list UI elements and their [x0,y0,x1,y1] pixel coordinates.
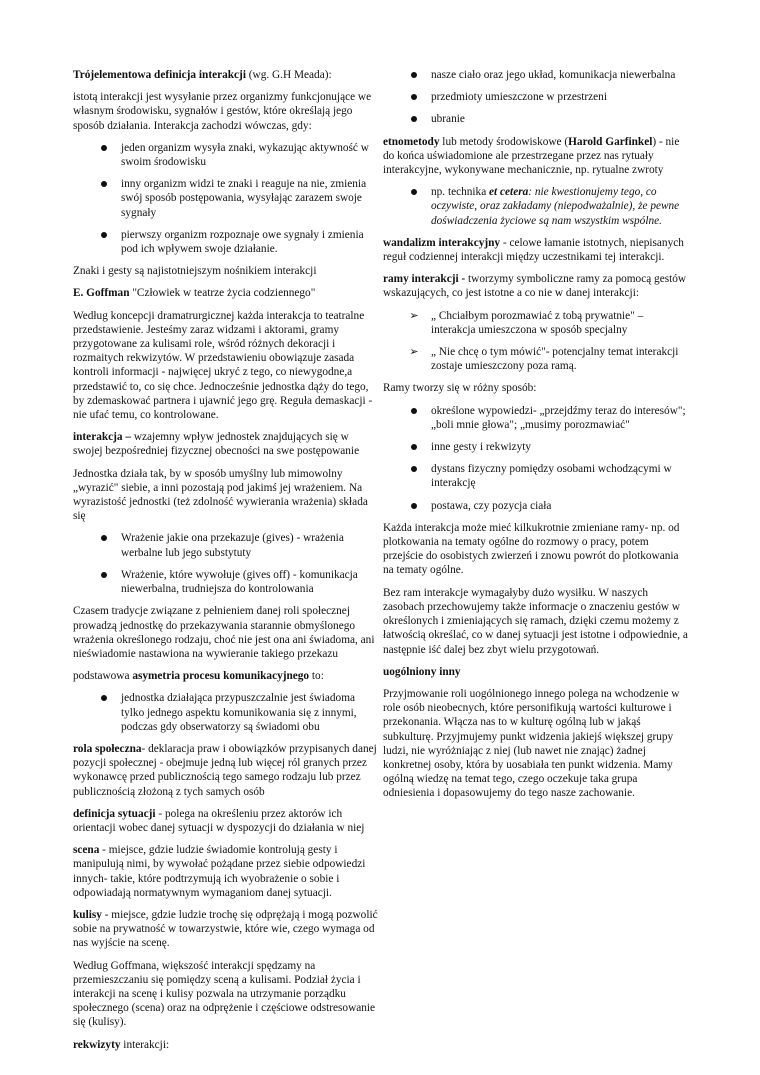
list-item-text: Wrażenie jakie ona przekazuje (gives) - wrażenia werbalne lub jego substytuty [121,532,344,559]
term: definicja sytuacji [73,807,156,820]
paragraph: Bez ram interakcje wymagałyby dużo wysiłku. W naszych zasobach przechowujemy także informacje o znaczeniu gestów w określonych i zmieniających się ramach, dzięki czemu możemy z łatwością określać, co w danej sytuacji jest istotne i odpowiednie, a następnie iść dalej bez zbyt wielu przygotowań. [383,586,688,656]
term: interakcja – [73,431,132,444]
bullet-list [383,68,688,127]
bullet-icon [407,90,421,104]
list-item-text: dystans fizyczny pomiędzy osobami wchodzącymi w interakcję [431,463,672,490]
list-item [383,499,688,513]
text: lub metody środowiskowe ( [439,135,569,148]
paragraph: Jednostka działa tak, by w sposób umyślny lub mimowolny „wyrazić" siebie, a inni pozostają pod jakimś jej wrażeniem. Na wyrazistość jednostki (też zdolność wywierania wrażenia) składa się [73,467,368,523]
definition-text: - miejsce, gdzie ludzie świadomie kontrolują gesty i manipulują nimi, by wywołać pożądane przez siebie odpowiedzi innych- takie, które podtrzymują ich wyobrażenie o sobie i odpowiadają normatywnym wymaganiom danej sytuacji. [73,844,366,899]
right-column [383,68,688,809]
heading-rest: "Człowiek w teatrze życia codziennego" [129,287,316,300]
paragraph: Według koncepcji dramatrurgicznej każda interakcja to teatralne przedstawienie. Jesteśmy zaraz widzami i aktorami, gramy przygotowane za kulisami role, wśród różnych dekoracji i rozmaitych rekwizytów. W przedstawieniu obowiązuje zasada kontroli informacji - najwięcej ukryć z tego, co niewygodne,a przedstawić to, co się chce. Jednocześnie jednostka dąży do tego, by zdemaskować partnera i ujawnić jego grę. Reguła demaskacji - nie ufać temu, co kontrolowane. [73,309,373,422]
arrow-bullet-icon: ➢ [409,309,419,322]
bullet-list [383,185,688,228]
definition-kulisy [73,908,378,951]
list-item [383,90,688,104]
bullet-icon [407,68,421,82]
term: rola społeczna [73,742,142,755]
list-item-text: pierwszy organizm rozpoznaje owe sygnały i zmienia pod ich wpływem swoje działanie. [121,228,364,256]
bullet-list [73,531,378,596]
paragraph: Ramy tworzy się w różny sposób: [383,382,537,395]
definition-etnometody [383,135,688,178]
list-item [383,185,688,228]
heading-bold: Trójelementowa definicja interakcji [73,69,246,81]
list-item-text: inne gesty i rekwizyty [431,441,532,454]
list-item [73,568,378,596]
term: rekwizyty [73,1038,121,1051]
term: kulisy [73,908,102,921]
list-item [383,440,688,454]
arrow-list [383,309,688,374]
section-heading-uogolniony-inny [383,665,688,679]
bullet-icon [97,141,111,155]
bullet-icon [407,440,421,454]
list-item [383,404,688,432]
list-item [73,141,378,169]
author-name: Harold Garfinkel [568,135,653,148]
list-item-text: postawa, czy pozycja ciała [431,499,552,512]
heading-bold: uogólniony inny [383,665,461,678]
paragraph: Znaki i gesty są najistotniejszym nośnikiem interakcji [73,265,317,278]
definition-text: tworzymy symboliczne ramy za pomocą gestów wskazujących, co jest istotne a co nie w danej interakcji: [383,273,687,300]
definition-interakcja [73,430,378,458]
paragraph: Według Goffmana, większość interakcji spędzamy na przemieszczaniu się pomiędzy sceną a kulisami. Podział życia i interakcji na scenę i kulisy pozwala na utrzymanie porządku społecznego (scena) oraz na odprężenie i częściowe odstresowanie się (kulisy). [73,959,376,1029]
list-item-text: „ Nie chcę o tym mówić"- potencjalny temat interakcji zostaje umieszczony poza ramą. [431,346,679,373]
list-item-text: jeden organizm wysyła znaki, wykazując aktywność w swoim środowisku [121,141,369,169]
term: ramy interakcji - [383,273,466,286]
bullet-list [383,404,688,513]
definition-text: interakcji: [120,1038,170,1051]
section-heading-goffman [73,286,378,300]
italic-text: : nie kwestionujemy tego, co oczywiste, oraz zakładamy (niepodważalnie), że pewne doświadczenia życiowe są nam wszystkim wspólne. [431,186,680,227]
arrow-bullet-icon: ➢ [409,346,419,359]
list-item-text: Wrażenie, które wywołuje (gives off) - komunikacja niewerbalna, trudniejsza do kontrolowania [121,568,358,596]
definition-text: - celowe łamanie istotnych, niepisanych reguł codziennej interakcji między uczestnikami tej interakcji. [383,236,684,264]
text: podstawowa [73,670,133,683]
definition-wandalizm [383,236,688,264]
bullet-icon [97,568,111,582]
definition-definicja-sytuacji [73,807,378,835]
bullet-icon [407,462,421,476]
definition-rekwizyty [73,1038,378,1052]
list-item [383,462,688,490]
bullet-icon [97,228,111,242]
list-item-text: jednostka działająca przypuszczalnie jest świadoma tylko jednego aspektu komunikowania się z innymi, podczas gdy obserwatorzy są świadomi obu [121,692,357,733]
text: np. technika [431,186,490,199]
list-item [73,177,378,220]
paragraph: istotą interakcji jest wysyłanie przez organizmy funkcjonujące we własnym środowisku, sygnałów i gestów, które określają jego sposób działania. Interakcja zachodzi wówczas, gdy: [73,91,372,132]
definition-ramy-interakcji [383,272,688,300]
definition-text: ) - nie do końca uświadomione ale przestrzegane przez nas rytuały interakcyjne, wykonywane mechanicznie, np. rytualne zwroty [383,135,680,177]
heading-bold: E. Goffman [73,287,130,300]
list-item-text: inny organizm widzi te znaki i reaguje na nie, zmienia swój sposób postępowania, wysyłając zarazem swoje sygnały [121,178,367,219]
list-item-text: „ Chciałbym porozmawiać z tobą prywatnie" – interakcja umieszczona w sposób specjalny [431,309,644,336]
term: et cetera [489,186,529,199]
term: wandalizm interakcyjny [383,236,501,249]
bullet-icon [407,185,421,199]
heading-rest: (wg. G.H Meada): [245,69,332,81]
list-item [383,309,688,337]
term: asymetria procesu komunikacyjnego [132,670,310,683]
bullet-icon [97,531,111,545]
paragraph: Przyjmowanie roli uogólnionego innego polega na wchodzenie w role osób nieobecnych, które personifikują wartości kulturowe i przekonania. Włącza nas to w kulturę ogólną lub w jakąś subkulturę. Przyjmujemy punkt widzenia jakiejś większej grupy ludzi, nie wyróżniając z niej (lub nawet nie znając) żadnej konkretnej osoby, która by uosabiała ten punkt widzenia. Mamy ogólną wiedzę na temat tego, czego oczekuje taka grupa odniesienia i dopasowujemy do tego nasze zachowanie. [383,687,680,800]
list-item [73,691,378,734]
bullet-list [73,141,378,256]
definition-text: - polega na określeniu przez aktorów ich orientacji wobec danej sytuacji w dyspozycji do działania w niej [73,807,365,834]
bullet-icon [407,499,421,513]
term: scena [73,844,100,857]
term: etnometody [383,135,440,148]
list-item-text: określone wypowiedzi- „przejdźmy teraz do interesów"; „boli mnie głowa"; „musimy porozmawiać" [431,404,686,431]
definition-rola-spoleczna [73,742,378,799]
section-heading-mead [73,68,378,82]
paragraph: Czasem tradycje związane z pełnieniem danej roli społecznej prowadzą jednostkę do przekazywania starannie obmyślonego wrażenia określonego rodzaju, choć nie jest ona ani świadoma, ani nieświadomie nastawiona na wywieranie takiego przekazu [73,605,375,660]
definition-text: - deklaracja praw i obowiązków przypisanych danej pozycji społecznej - obejmuje jedną lub więcej ról granych przez wykonawcę przed publicznością tego samego rodzaju lub przez publicznością złożoną z tych samych osób [73,742,377,798]
text: to: [309,670,324,683]
bullet-icon [407,404,421,418]
list-item [383,112,688,126]
paragraph: Każda interakcja może mieć kilkukrotnie zmieniane ramy- np. od plotkowania na tematy ogólne do rozmowy o pracy, potem przejście do osobistych zwierzeń i znowu powrót do plotkowania na tematy ogólne. [383,521,680,577]
definition-text: - miejsce, gdzie ludzie trochę się odprężają i mogą pozwolić sobie na prywatność w towarzystwie, które wie, czego wymaga od nas wyjście na scenę. [73,908,378,950]
list-item-text: nasze ciało oraz jego układ, komunikacja niewerbalna [431,69,676,81]
bullet-icon [97,691,111,705]
list-item [73,531,378,559]
list-item [73,228,378,256]
list-item-text: przedmioty umieszczone w przestrzeni [431,91,607,104]
definition-scena [73,843,378,900]
paragraph-asymetria [73,669,378,683]
bullet-icon [97,177,111,191]
definition-text: wzajemny wpływ jednostek znajdujących się w swojej bezpośredniej fizycznej obecności na swe postępowanie [73,431,360,458]
list-item [383,68,688,82]
bullet-list [73,691,378,734]
left-column [73,68,378,1060]
list-item [383,345,688,373]
bullet-icon [407,112,421,126]
list-item-text: ubranie [431,113,465,126]
